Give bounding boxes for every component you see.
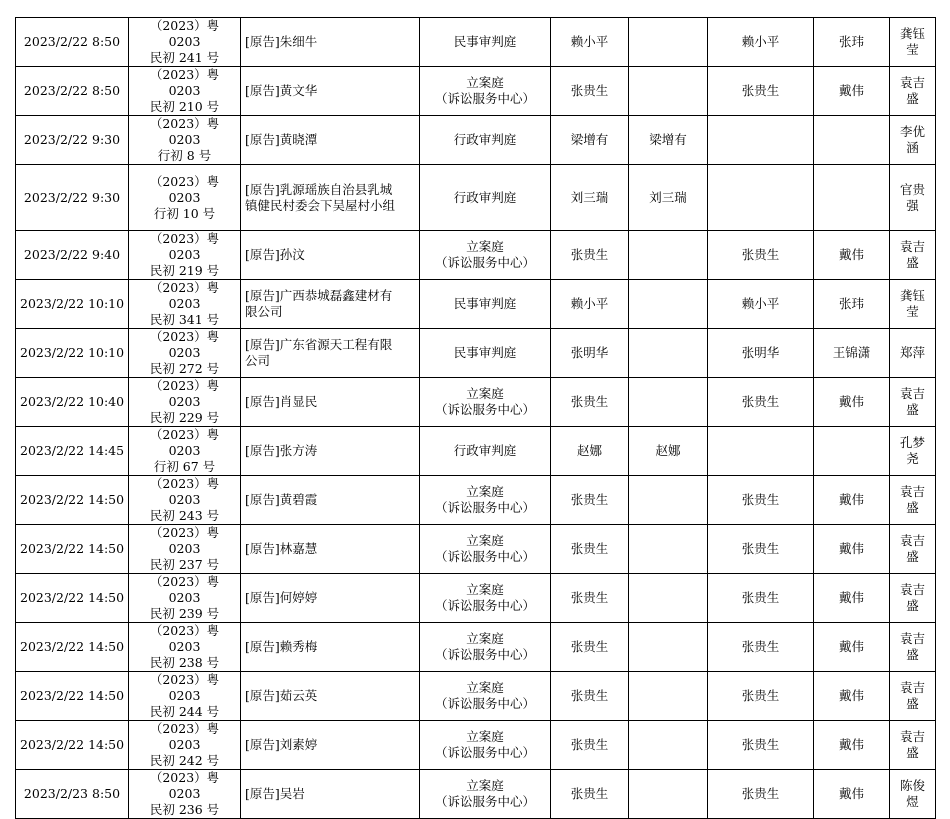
chief-judge-cell [708, 165, 814, 231]
party-line: [原告]吴岩 [245, 786, 305, 801]
panel-member-cell [814, 427, 890, 476]
case-number-cell [129, 476, 241, 525]
court-line: 行政审判庭 [453, 443, 517, 458]
party-line: [原告]广西恭城磊鑫建材有 [245, 288, 393, 303]
case-number-cell [129, 378, 241, 427]
case-line: （2023）粤 0203 [149, 231, 220, 262]
court-line: （诉讼服务中心） [434, 500, 535, 515]
party-cell [241, 116, 420, 165]
sole-judge-cell [629, 672, 708, 721]
table-row [16, 427, 936, 476]
chief-judge-cell: 张贵生 [708, 525, 814, 574]
court-division-cell [420, 427, 551, 476]
case-line: （2023）粤 0203 [149, 672, 220, 703]
court-division-cell [420, 623, 551, 672]
sole-judge-cell [629, 770, 708, 819]
court-line: （诉讼服务中心） [434, 647, 535, 662]
table-row [16, 476, 936, 525]
court-division-cell [420, 721, 551, 770]
panel-member-cell: 戴伟 [814, 67, 890, 116]
case-number-cell [129, 525, 241, 574]
clerk-cell: 袁吉盛 [890, 574, 936, 623]
case-line: （2023）粤 0203 [149, 623, 220, 654]
table-row [16, 165, 936, 231]
party-line: [原告]赖秀梅 [245, 639, 318, 654]
party-cell [241, 623, 420, 672]
presiding-judge-cell: 张贵生 [551, 378, 629, 427]
clerk-cell: 袁吉盛 [890, 623, 936, 672]
table-row [16, 770, 936, 819]
sole-judge-cell [629, 280, 708, 329]
court-line: 民事审判庭 [453, 296, 517, 311]
case-line: （2023）粤 0203 [149, 116, 220, 147]
clerk-cell: 陈俊煜 [890, 770, 936, 819]
presiding-judge-cell: 刘三瑞 [551, 165, 629, 231]
case-number-cell [129, 770, 241, 819]
sole-judge-cell [629, 476, 708, 525]
presiding-judge-cell: 梁增有 [551, 116, 629, 165]
party-cell [241, 476, 420, 525]
case-line: 民初 237 号 [149, 557, 220, 572]
sole-judge-cell [629, 574, 708, 623]
presiding-judge-cell: 张明华 [551, 329, 629, 378]
party-line: 公司 [245, 353, 271, 368]
case-line: 民初 243 号 [149, 508, 220, 523]
court-division-cell [420, 231, 551, 280]
clerk-cell: 袁吉盛 [890, 231, 936, 280]
panel-member-cell: 戴伟 [814, 476, 890, 525]
clerk-cell: 龚钰莹 [890, 280, 936, 329]
panel-member-cell: 张玮 [814, 280, 890, 329]
court-line: （诉讼服务中心） [434, 745, 535, 760]
party-cell [241, 574, 420, 623]
case-number-cell [129, 67, 241, 116]
panel-member-cell: 戴伟 [814, 672, 890, 721]
chief-judge-cell: 张贵生 [708, 378, 814, 427]
case-number-cell [129, 165, 241, 231]
court-line: （诉讼服务中心） [434, 598, 535, 613]
hearing-time-cell: 2023/2/22 10:10 [16, 329, 129, 378]
case-line: （2023）粤 0203 [149, 770, 220, 801]
case-line: （2023）粤 0203 [149, 280, 220, 311]
court-line: 立案庭 [466, 75, 504, 90]
presiding-judge-cell: 张贵生 [551, 623, 629, 672]
party-line: 限公司 [245, 304, 283, 319]
table-row [16, 116, 936, 165]
court-line: 立案庭 [466, 484, 504, 499]
table-row [16, 378, 936, 427]
clerk-cell: 袁吉盛 [890, 67, 936, 116]
case-line: 民初 241 号 [149, 50, 220, 65]
panel-member-cell: 戴伟 [814, 770, 890, 819]
table-body [16, 18, 936, 819]
hearing-time-cell: 2023/2/23 8:50 [16, 770, 129, 819]
sole-judge-cell: 刘三瑞 [629, 165, 708, 231]
hearing-time-cell: 2023/2/22 14:50 [16, 672, 129, 721]
case-line: 民初 229 号 [149, 410, 220, 425]
hearing-time-cell: 2023/2/22 9:30 [16, 165, 129, 231]
presiding-judge-cell: 赖小平 [551, 18, 629, 67]
chief-judge-cell: 张贵生 [708, 67, 814, 116]
panel-member-cell [814, 116, 890, 165]
sole-judge-cell [629, 67, 708, 116]
clerk-cell: 龚钰莹 [890, 18, 936, 67]
table-row [16, 329, 936, 378]
party-line: [原告]朱细牛 [245, 34, 318, 49]
clerk-cell: 袁吉盛 [890, 721, 936, 770]
case-number-cell [129, 280, 241, 329]
hearing-time-cell: 2023/2/22 10:10 [16, 280, 129, 329]
table-row [16, 574, 936, 623]
court-division-cell [420, 165, 551, 231]
sole-judge-cell: 赵娜 [629, 427, 708, 476]
panel-member-cell: 戴伟 [814, 231, 890, 280]
case-number-cell [129, 18, 241, 67]
chief-judge-cell: 张贵生 [708, 476, 814, 525]
case-line: 民初 210 号 [149, 99, 220, 114]
table-row [16, 672, 936, 721]
party-line: [原告]广东省源天工程有限 [245, 337, 393, 352]
hearing-time-cell: 2023/2/22 14:50 [16, 525, 129, 574]
court-line: 立案庭 [466, 239, 504, 254]
hearing-time-cell: 2023/2/22 9:40 [16, 231, 129, 280]
sole-judge-cell [629, 721, 708, 770]
chief-judge-cell: 张贵生 [708, 231, 814, 280]
party-line: [原告]茹云英 [245, 688, 318, 703]
case-number-cell [129, 231, 241, 280]
hearing-schedule-table [15, 17, 936, 819]
party-line: [原告]孙汶 [245, 247, 305, 262]
party-line: 镇健民村委会下吴屋村小组 [245, 197, 396, 213]
party-line: [原告]刘素婷 [245, 737, 318, 752]
clerk-cell: 袁吉盛 [890, 672, 936, 721]
table-row [16, 525, 936, 574]
table-row [16, 67, 936, 116]
chief-judge-cell: 赖小平 [708, 18, 814, 67]
case-line: 民初 272 号 [149, 361, 220, 376]
court-line: （诉讼服务中心） [434, 549, 535, 564]
party-cell [241, 329, 420, 378]
court-line: （诉讼服务中心） [434, 402, 535, 417]
court-division-cell [420, 476, 551, 525]
panel-member-cell: 戴伟 [814, 378, 890, 427]
party-cell [241, 378, 420, 427]
presiding-judge-cell: 张贵生 [551, 672, 629, 721]
party-line: [原告]黄文华 [245, 83, 318, 98]
case-line: 行初 8 号 [157, 148, 212, 163]
party-cell [241, 18, 420, 67]
court-line: 行政审判庭 [453, 132, 517, 147]
court-division-cell [420, 18, 551, 67]
panel-member-cell: 戴伟 [814, 623, 890, 672]
party-cell [241, 231, 420, 280]
case-line: 民初 244 号 [149, 704, 220, 719]
case-line: 行初 67 号 [153, 459, 216, 474]
clerk-cell: 官贵强 [890, 165, 936, 231]
court-line: （诉讼服务中心） [434, 91, 535, 106]
case-line: 民初 242 号 [149, 753, 220, 768]
table-row [16, 721, 936, 770]
court-line: 民事审判庭 [453, 34, 517, 49]
case-line: 行初 10 号 [153, 205, 216, 221]
party-cell [241, 67, 420, 116]
court-division-cell [420, 378, 551, 427]
clerk-cell: 袁吉盛 [890, 525, 936, 574]
court-division-cell [420, 770, 551, 819]
party-cell [241, 770, 420, 819]
presiding-judge-cell: 张贵生 [551, 770, 629, 819]
case-line: （2023）粤 0203 [149, 525, 220, 556]
presiding-judge-cell: 赖小平 [551, 280, 629, 329]
table-row [16, 280, 936, 329]
court-line: 立案庭 [466, 729, 504, 744]
case-line: （2023）粤 0203 [149, 427, 220, 458]
presiding-judge-cell: 张贵生 [551, 525, 629, 574]
table-row [16, 623, 936, 672]
court-line: 民事审判庭 [453, 345, 517, 360]
case-line: 民初 238 号 [149, 655, 220, 670]
clerk-cell: 袁吉盛 [890, 378, 936, 427]
panel-member-cell: 戴伟 [814, 525, 890, 574]
case-number-cell [129, 116, 241, 165]
chief-judge-cell: 张贵生 [708, 623, 814, 672]
chief-judge-cell: 赖小平 [708, 280, 814, 329]
case-line: （2023）粤 0203 [149, 18, 220, 49]
court-line: 立案庭 [466, 533, 504, 548]
case-line: （2023）粤 0203 [149, 476, 220, 507]
sole-judge-cell [629, 18, 708, 67]
party-cell [241, 721, 420, 770]
presiding-judge-cell: 张贵生 [551, 231, 629, 280]
table-row [16, 18, 936, 67]
chief-judge-cell: 张贵生 [708, 672, 814, 721]
hearing-time-cell: 2023/2/22 8:50 [16, 67, 129, 116]
court-line: 立案庭 [466, 386, 504, 401]
panel-member-cell: 戴伟 [814, 721, 890, 770]
case-line: 民初 219 号 [149, 263, 220, 278]
court-line: （诉讼服务中心） [434, 696, 535, 711]
chief-judge-cell: 张贵生 [708, 574, 814, 623]
party-line: [原告]林嘉慧 [245, 541, 318, 556]
panel-member-cell [814, 165, 890, 231]
chief-judge-cell [708, 427, 814, 476]
presiding-judge-cell: 张贵生 [551, 476, 629, 525]
party-cell [241, 525, 420, 574]
hearing-time-cell: 2023/2/22 14:45 [16, 427, 129, 476]
case-number-cell [129, 672, 241, 721]
presiding-judge-cell: 张贵生 [551, 67, 629, 116]
case-line: （2023）粤 0203 [149, 173, 220, 205]
court-line: 立案庭 [466, 680, 504, 695]
court-division-cell [420, 574, 551, 623]
sole-judge-cell [629, 329, 708, 378]
court-division-cell [420, 116, 551, 165]
chief-judge-cell: 张贵生 [708, 770, 814, 819]
party-line: [原告]黄碧霞 [245, 492, 318, 507]
presiding-judge-cell: 张贵生 [551, 574, 629, 623]
sole-judge-cell [629, 231, 708, 280]
party-cell [241, 165, 420, 231]
party-cell [241, 672, 420, 721]
panel-member-cell: 王锦潇 [814, 329, 890, 378]
panel-member-cell: 戴伟 [814, 574, 890, 623]
court-division-cell [420, 525, 551, 574]
case-line: （2023）粤 0203 [149, 574, 220, 605]
sole-judge-cell [629, 378, 708, 427]
case-number-cell [129, 329, 241, 378]
case-line: （2023）粤 0203 [149, 721, 220, 752]
clerk-cell: 孔梦尧 [890, 427, 936, 476]
chief-judge-cell: 张明华 [708, 329, 814, 378]
court-line: （诉讼服务中心） [434, 794, 535, 809]
sole-judge-cell: 梁增有 [629, 116, 708, 165]
court-division-cell [420, 672, 551, 721]
hearing-time-cell: 2023/2/22 14:50 [16, 476, 129, 525]
court-line: 立案庭 [466, 631, 504, 646]
case-line: 民初 341 号 [149, 312, 220, 327]
case-line: 民初 239 号 [149, 606, 220, 621]
court-line: 行政审判庭 [453, 189, 517, 205]
court-division-cell [420, 280, 551, 329]
case-line: 民初 236 号 [149, 802, 220, 817]
clerk-cell: 袁吉盛 [890, 476, 936, 525]
case-number-cell [129, 427, 241, 476]
clerk-cell: 郑萍 [890, 329, 936, 378]
court-line: 立案庭 [466, 778, 504, 793]
party-line: [原告]乳源瑶族自治县乳城 [245, 181, 393, 197]
presiding-judge-cell: 赵娜 [551, 427, 629, 476]
hearing-time-cell: 2023/2/22 9:30 [16, 116, 129, 165]
hearing-time-cell: 2023/2/22 14:50 [16, 623, 129, 672]
presiding-judge-cell: 张贵生 [551, 721, 629, 770]
hearing-time-cell: 2023/2/22 10:40 [16, 378, 129, 427]
chief-judge-cell: 张贵生 [708, 721, 814, 770]
hearing-time-cell: 2023/2/22 14:50 [16, 574, 129, 623]
panel-member-cell: 张玮 [814, 18, 890, 67]
sole-judge-cell [629, 623, 708, 672]
court-division-cell [420, 67, 551, 116]
party-cell [241, 280, 420, 329]
party-cell [241, 427, 420, 476]
hearing-time-cell: 2023/2/22 14:50 [16, 721, 129, 770]
court-line: （诉讼服务中心） [434, 255, 535, 270]
party-line: [原告]何婷婷 [245, 590, 318, 605]
party-line: [原告]肖显民 [245, 394, 318, 409]
court-line: 立案庭 [466, 582, 504, 597]
case-line: （2023）粤 0203 [149, 329, 220, 360]
case-number-cell [129, 623, 241, 672]
party-line: [原告]黄晓潭 [245, 132, 318, 147]
case-line: （2023）粤 0203 [149, 378, 220, 409]
clerk-cell: 李优涵 [890, 116, 936, 165]
chief-judge-cell [708, 116, 814, 165]
case-number-cell [129, 574, 241, 623]
case-line: （2023）粤 0203 [149, 67, 220, 98]
table-row [16, 231, 936, 280]
court-division-cell [420, 329, 551, 378]
hearing-time-cell: 2023/2/22 8:50 [16, 18, 129, 67]
party-line: [原告]张方涛 [245, 443, 318, 458]
case-number-cell [129, 721, 241, 770]
sole-judge-cell [629, 525, 708, 574]
